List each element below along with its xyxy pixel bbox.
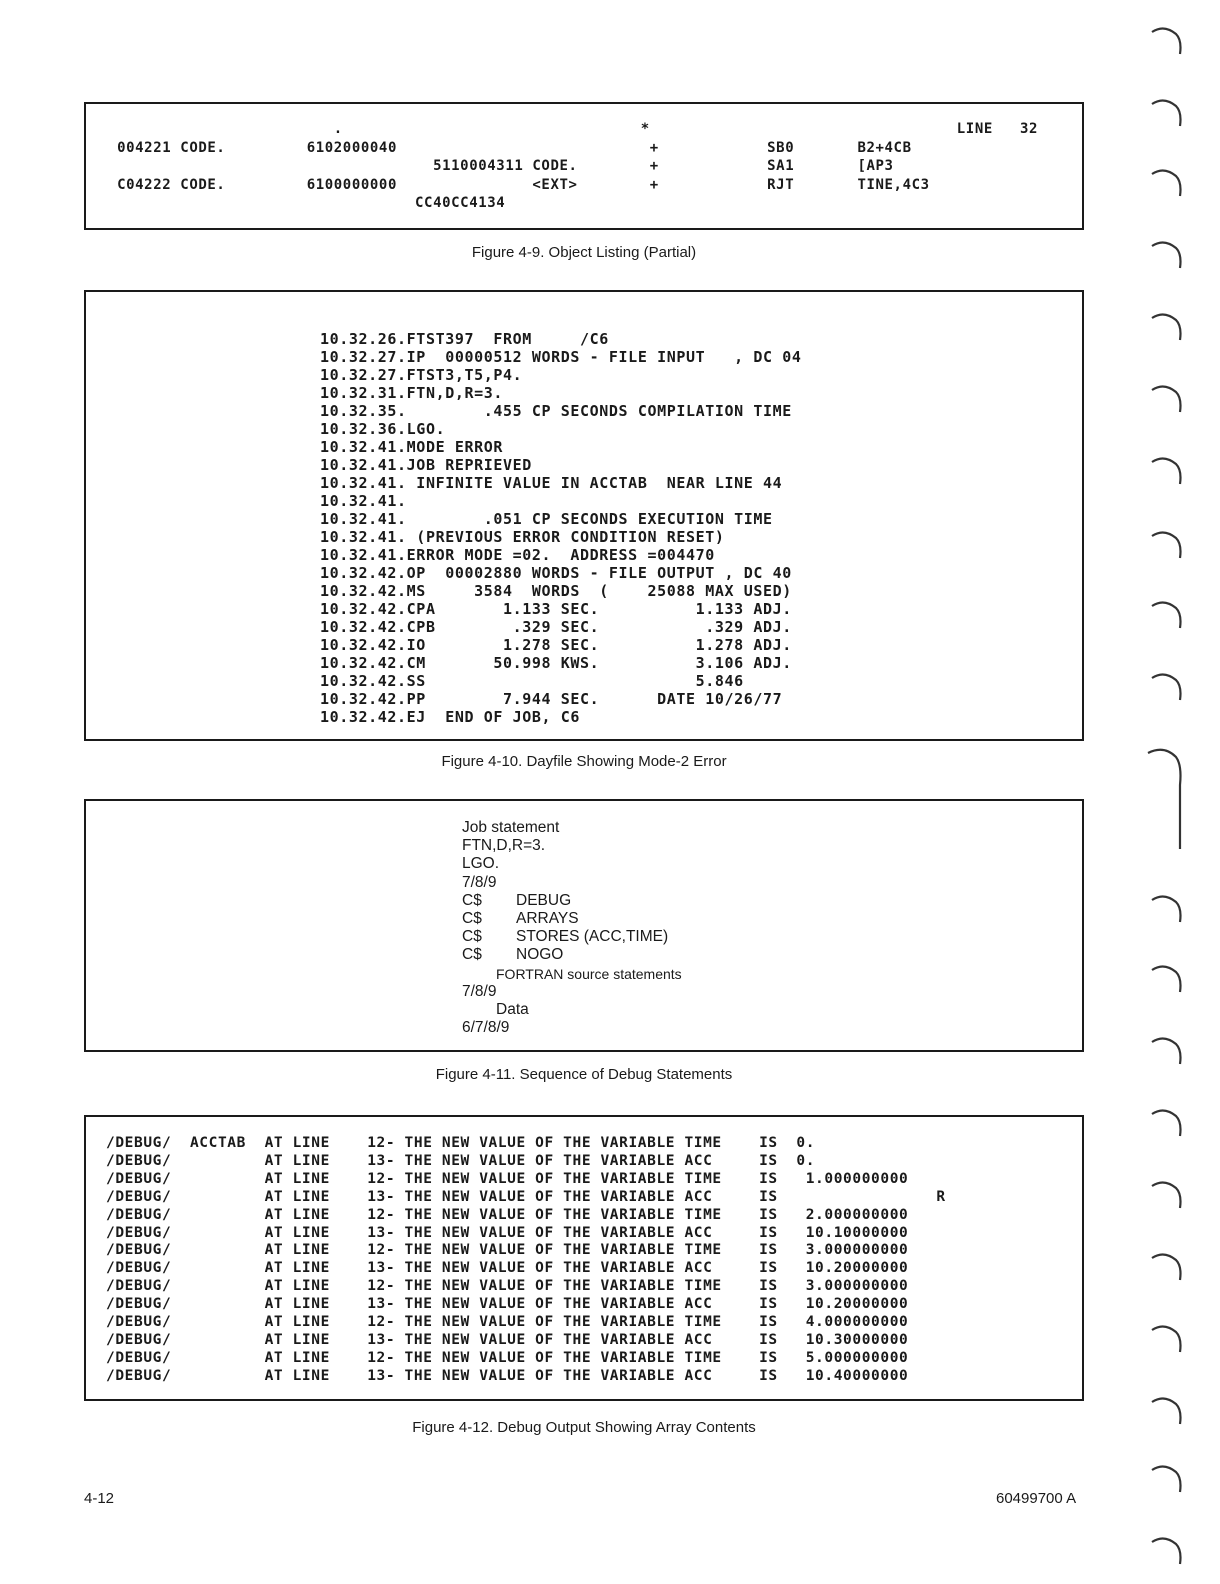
binding-hole-icon [1150, 528, 1184, 562]
debug-line [462, 910, 682, 928]
binding-hole-icon [1150, 382, 1184, 416]
binding-hole-icon [1146, 745, 1188, 855]
document-number: 60499700 A [996, 1490, 1077, 1507]
debug-line [462, 928, 682, 946]
debug-keyword: STORES (ACC,TIME) [516, 928, 669, 946]
figure-4-9-caption: Figure 4-9. Object Listing (Partial) [471, 244, 697, 261]
binding-hole-icon [1150, 1394, 1184, 1428]
binding-hole-icon [1150, 670, 1184, 704]
ftn-statement: FTN,D,R=3. [462, 837, 546, 855]
data-note: Data [496, 1001, 529, 1019]
end-card: 6/7/8/9 [462, 1019, 510, 1037]
figure-4-12-caption: Figure 4-12. Debug Output Showing Array Contents [412, 1419, 756, 1436]
binding-hole-icon [1150, 598, 1184, 632]
debug-keyword: DEBUG [516, 891, 572, 909]
debug-output-box [84, 1115, 1084, 1401]
cs-prefix: C$ [462, 891, 482, 909]
debug-keyword: NOGO [516, 946, 564, 964]
debug-statement-sequence [462, 819, 682, 1037]
binding-hole-icon [1150, 1106, 1184, 1140]
lgo-statement: LGO. [462, 855, 500, 873]
figure-4-10-caption: Figure 4-10. Dayfile Showing Mode-2 Error [441, 753, 727, 770]
fortran-source-note: FORTRAN source statements [496, 965, 682, 982]
debug-line [462, 946, 682, 964]
job-statement: Job statement [462, 819, 560, 836]
binding-hole-icon [1150, 1534, 1184, 1568]
binding-hole-icon [1150, 310, 1184, 344]
object-listing-text: . * LINE 32 004221 CODE. 6102000040 + SB0 B2+4CB 5110004311 CODE. + SA1 [AP3 C04222 CODE. 6100000000 <EXT> + RJT TINE,4C3 CC40CC4134 [117, 121, 1039, 211]
binding-hole-icon [1150, 96, 1184, 130]
binding-hole-icon [1150, 24, 1184, 58]
binding-hole-icon [1150, 1322, 1184, 1356]
separator-card: 7/8/9 [462, 873, 497, 891]
binding-hole-icon [1150, 238, 1184, 272]
debug-line [462, 892, 682, 910]
dayfile-text: 10.32.26.FTST397 FROM /C6 10.32.27.IP 00000512 WORDS - FILE INPUT , DC 04 10.32.27.FTST3,T5,P4. 10.32.31.FTN,D,R=3. 10.32.35. .455 CP SECONDS COMPILATION TIME 10.32.36.LGO. 10.32.41.MODE ERROR 10.32.41.JOB REPRIEVED 10.32.41. INFINITE VALUE IN ACCTAB NEAR LINE 44 10.32.41. 10.32.41. .051 CP SECONDS EXECUTION TIME 10.32.41. (PREVIOUS ERROR CONDITION RESET) 10.32.41.ERROR MODE =02. ADDRESS =004470 10.32.42.OP 00002880 WORDS - FILE OUTPUT , DC 40 10.32.42.MS 3584 WORDS ( 25088 MAX USED) 10.32.42.CPA 1.133 SEC. 1.133 ADJ. 10.32.42.CPB .329 SEC. .329 ADJ. 10.32.42.IO 1.278 SEC. 1.278 ADJ. 10.32.42.CM 50.998 KWS. 3.106 ADJ. 10.32.42.SS 5.846 10.32.42.PP 7.944 SEC. DATE 10/26/77 10.32.42.EJ END OF JOB, C6 [320, 330, 802, 726]
cs-prefix: C$ [462, 928, 482, 946]
binding-hole-icon [1150, 1034, 1184, 1068]
debug-output-text: /DEBUG/ ACCTAB AT LINE 12- THE NEW VALUE OF THE VARIABLE TIME IS 0. /DEBUG/ AT LINE 13- THE NEW VALUE OF THE VARIABLE ACC IS 0. /DEBUG/ AT LINE 12- THE NEW VALUE OF THE VARIABLE TIME IS 1.000000000 /DEBUG/ AT LINE 13- THE NEW VALUE OF THE VARIABLE ACC IS R /DEBUG/ AT LINE 12- THE NEW VALUE OF THE VARIABLE TIME IS 2.000000000 /DEBUG/ AT LINE 13- THE NEW VALUE OF THE VARIABLE ACC IS 10.10000000 /DEBUG/ AT LINE 12- THE NEW VALUE OF THE VARIABLE TIME IS 3.000000000 /DEBUG/ AT LINE 13- THE NEW VALUE OF THE VARIABLE ACC IS 10.20000000 /DEBUG/ AT LINE 12- THE NEW VALUE OF THE VARIABLE TIME IS 3.000000000 /DEBUG/ AT LINE 13- THE NEW VALUE OF THE VARIABLE ACC IS 10.20000000 /DEBUG/ AT LINE 12- THE NEW VALUE OF THE VARIABLE TIME IS 4.000000000 /DEBUG/ AT LINE 13- THE NEW VALUE OF THE VARIABLE ACC IS 10.30000000 /DEBUG/ AT LINE 12- THE NEW VALUE OF THE VARIABLE TIME IS 5.000000000 /DEBUG/ AT LINE 13- THE NEW VALUE OF THE VARIABLE ACC IS 10.40000000 [106, 1135, 946, 1384]
figure-4-11-caption: Figure 4-11. Sequence of Debug Statements [435, 1066, 733, 1083]
dayfile-box [84, 290, 1084, 741]
binding-hole-icon [1150, 1462, 1184, 1496]
binding-hole-icon [1150, 962, 1184, 996]
object-listing-box [84, 102, 1084, 230]
debug-keyword: ARRAYS [516, 910, 579, 928]
cs-prefix: C$ [462, 910, 482, 928]
page-number: 4-12 [84, 1490, 115, 1507]
separator-card: 7/8/9 [462, 982, 497, 1000]
debug-statements-box [84, 799, 1084, 1052]
binding-hole-icon [1150, 454, 1184, 488]
binding-hole-icon [1150, 1250, 1184, 1284]
binding-hole-icon [1150, 1178, 1184, 1212]
binding-hole-icon [1150, 166, 1184, 200]
cs-prefix: C$ [462, 946, 482, 964]
binding-hole-icon [1150, 892, 1184, 926]
